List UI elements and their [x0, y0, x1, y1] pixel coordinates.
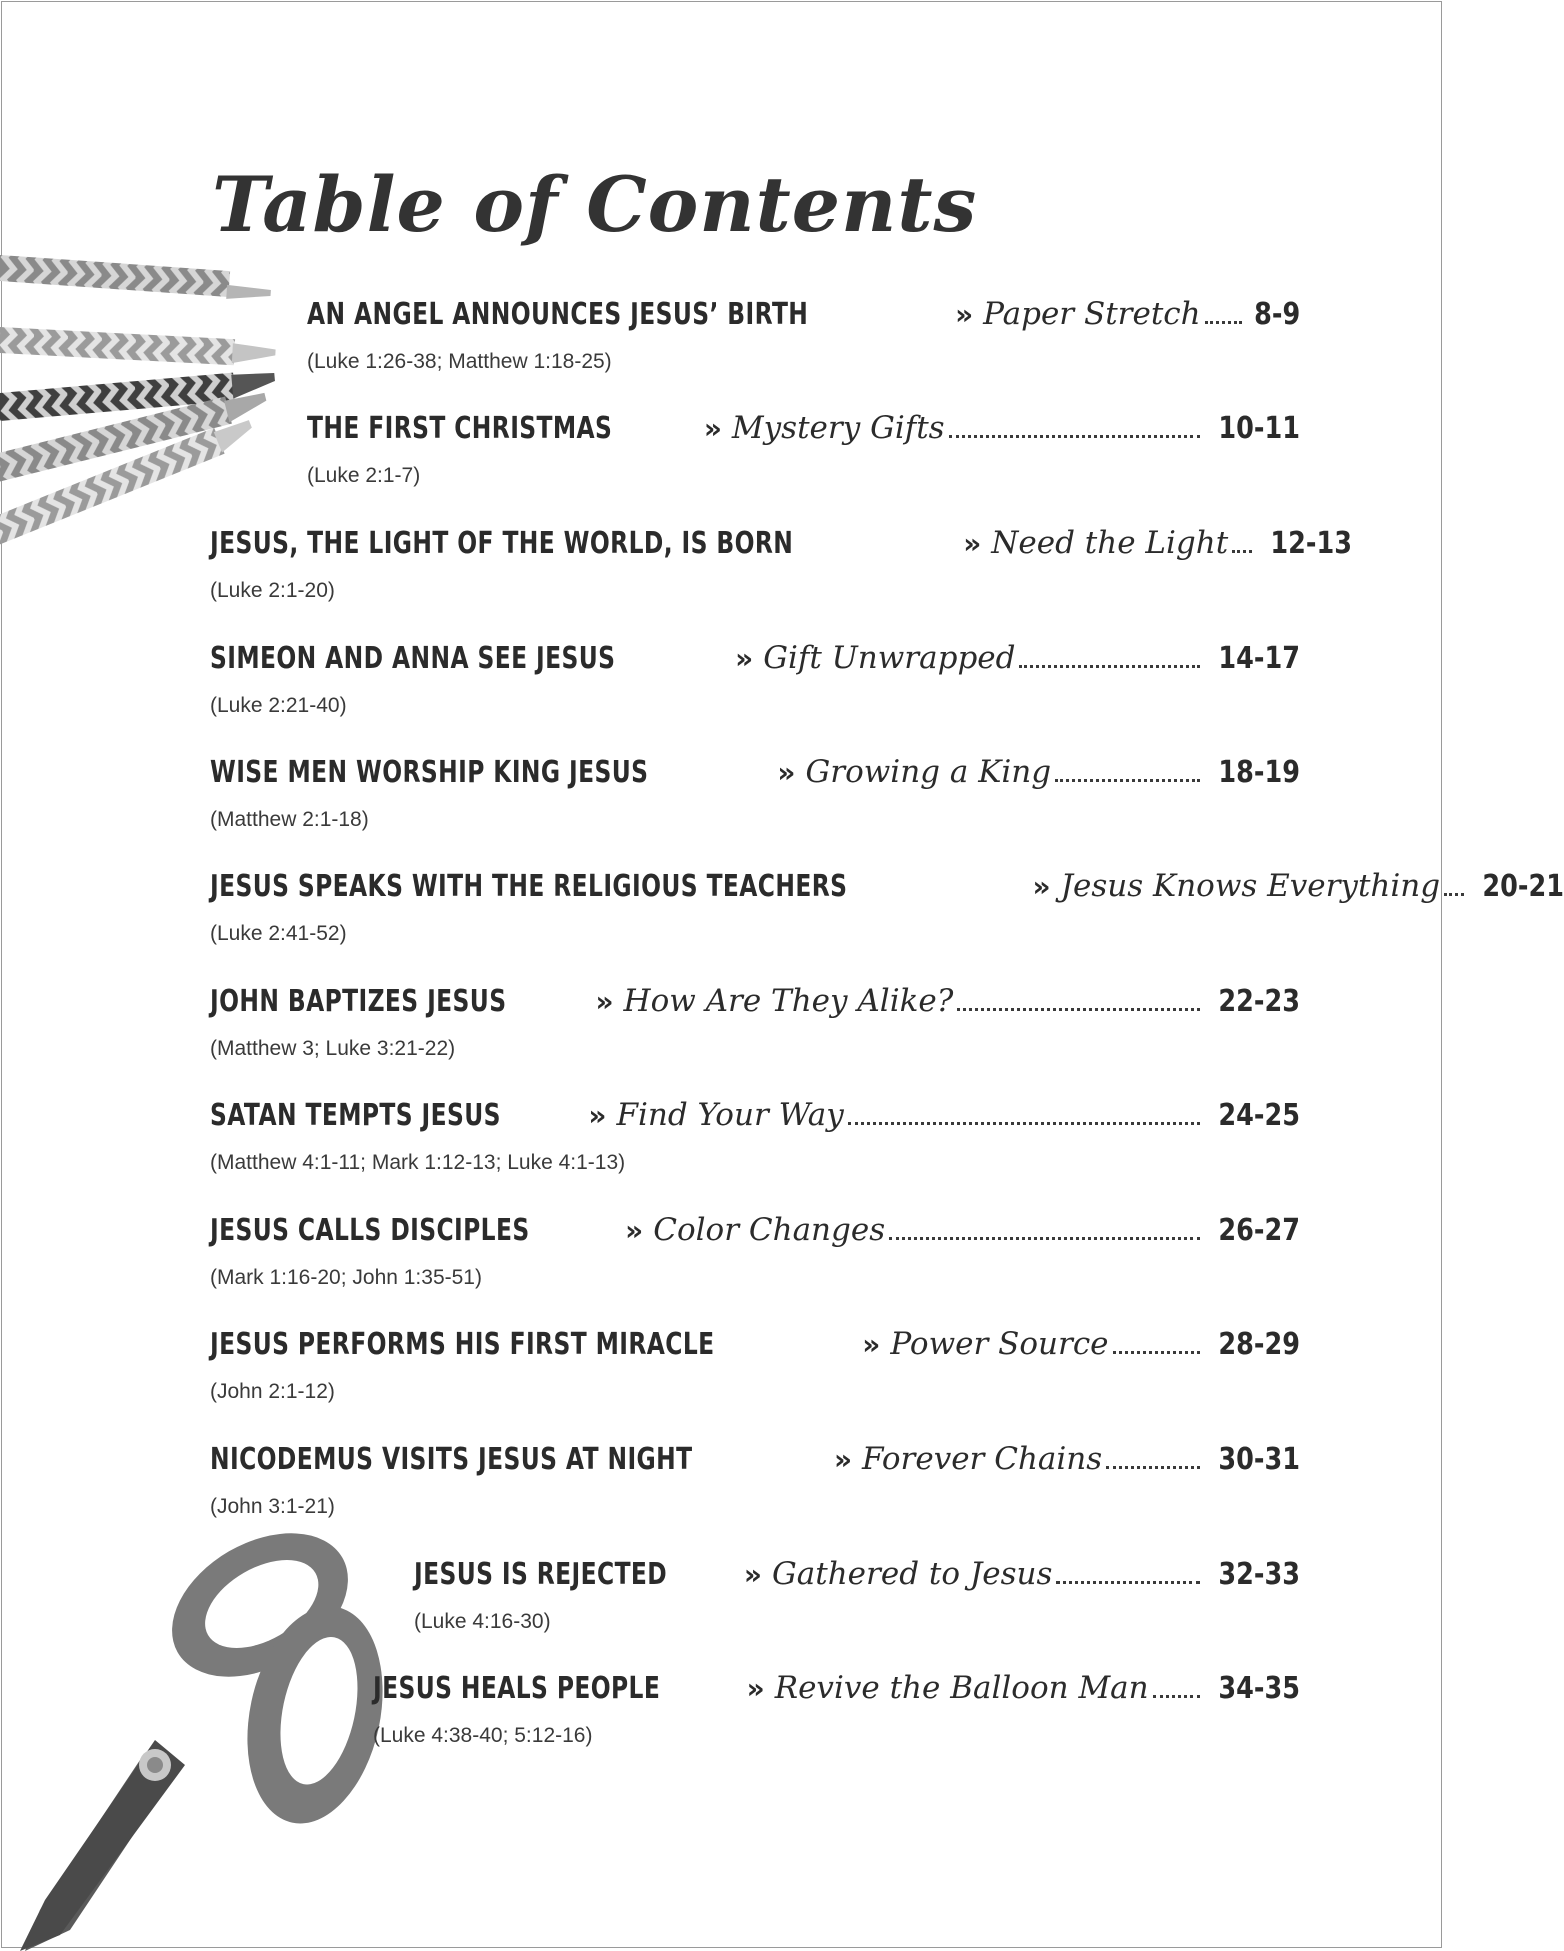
activity-name: Gift Unwrapped	[763, 640, 1016, 676]
dot-leader	[1205, 321, 1242, 324]
toc-entry-11[interactable]	[210, 1441, 1300, 1521]
dot-leader	[1106, 1466, 1200, 1469]
activity-name: Gathered to Jesus	[772, 1556, 1053, 1592]
entry-line	[373, 1670, 1300, 1722]
entry-line	[210, 525, 1353, 577]
page-numbers: 24-25	[1218, 1098, 1300, 1133]
entry-title: WISE MEN WORSHIP KING JESUS	[210, 755, 649, 790]
dot-leader	[889, 1237, 1200, 1240]
toc-entry-12[interactable]	[414, 1556, 1300, 1636]
activity-name: Mystery Gifts	[731, 410, 945, 446]
entry-title: NICODEMUS VISITS JESUS AT NIGHT	[210, 1442, 693, 1477]
entry-line	[210, 868, 1564, 920]
scripture-reference: (Luke 2:1-7)	[307, 464, 421, 487]
page-title: Table of Contents	[212, 160, 978, 249]
scripture-reference: (Luke 2:1-20)	[210, 579, 335, 602]
page-numbers: 10-11	[1218, 411, 1300, 446]
page-numbers: 30-31	[1218, 1442, 1300, 1477]
toc-entry-6[interactable]	[210, 868, 1564, 948]
page-numbers: 26-27	[1218, 1213, 1300, 1248]
scripture-reference: (Luke 4:16-30)	[414, 1610, 551, 1633]
activity-name: Jesus Knows Everything	[1060, 868, 1441, 904]
dot-leader	[1056, 1581, 1200, 1584]
toc-entry-2[interactable]	[307, 410, 1300, 490]
page-numbers: 12-13	[1270, 526, 1353, 561]
scripture-reference: (John 3:1-21)	[210, 1495, 335, 1518]
scripture-reference: (Mark 1:16-20; John 1:35-51)	[210, 1266, 482, 1289]
entry-line	[414, 1556, 1300, 1608]
scripture-reference: (John 2:1-12)	[210, 1380, 335, 1403]
scripture-reference: (Matthew 2:1-18)	[210, 808, 369, 831]
activity-name: Revive the Balloon Man	[774, 1670, 1149, 1706]
toc-entry-10[interactable]	[210, 1326, 1300, 1406]
separator-icon: »	[1032, 870, 1051, 903]
entry-line	[210, 640, 1300, 692]
dot-leader	[1232, 550, 1252, 553]
page-numbers: 20-21	[1482, 869, 1564, 904]
separator-icon: »	[833, 1443, 853, 1476]
dot-leader	[1444, 893, 1464, 896]
entry-title: THE FIRST CHRISTMAS	[307, 411, 613, 446]
activity-name: Growing a King	[805, 754, 1052, 790]
separator-icon: »	[777, 756, 796, 789]
separator-icon: »	[703, 412, 722, 445]
entry-title: JESUS HEALS PEOPLE	[373, 1671, 661, 1706]
separator-icon: »	[862, 1328, 881, 1361]
entry-title: JESUS SPEAKS WITH THE RELIGIOUS TEACHERS	[210, 869, 848, 904]
separator-icon: »	[735, 642, 754, 675]
entry-title: SIMEON AND ANNA SEE JESUS	[210, 641, 616, 676]
activity-name: How Are They Alike?	[623, 983, 954, 1019]
scripture-reference: (Luke 2:21-40)	[210, 694, 347, 717]
separator-icon: »	[746, 1672, 765, 1705]
entry-line	[210, 1212, 1300, 1264]
page-numbers: 28-29	[1218, 1327, 1300, 1362]
toc-entry-7[interactable]	[210, 983, 1300, 1063]
entry-line	[307, 410, 1300, 462]
entry-title: JESUS IS REJECTED	[414, 1557, 668, 1592]
activity-name: Forever Chains	[862, 1441, 1103, 1477]
activity-name: Paper Stretch	[983, 296, 1201, 332]
entry-line	[210, 983, 1300, 1035]
toc-entry-9[interactable]	[210, 1212, 1300, 1292]
straw-2	[0, 326, 276, 365]
separator-icon: »	[743, 1558, 763, 1591]
scissors-illustration	[0, 1530, 400, 1951]
scripture-reference: (Luke 1:26-38; Matthew 1:18-25)	[307, 350, 612, 373]
activity-name: Color Changes	[653, 1212, 886, 1248]
page-numbers: 34-35	[1218, 1671, 1300, 1706]
separator-icon: »	[963, 527, 982, 560]
page-numbers: 8-9	[1253, 297, 1300, 332]
entry-title: JESUS, THE LIGHT OF THE WORLD, IS BORN	[210, 526, 794, 561]
toc-entry-5[interactable]	[210, 754, 1300, 834]
toc-entry-3[interactable]	[210, 525, 1353, 605]
dot-leader	[957, 1008, 1200, 1011]
entry-title: JESUS CALLS DISCIPLES	[210, 1213, 530, 1248]
separator-icon: »	[625, 1214, 644, 1247]
straw-1	[0, 254, 271, 302]
dot-leader	[1153, 1695, 1200, 1698]
scripture-reference: (Matthew 4:1-11; Mark 1:12-13; Luke 4:1-13)	[210, 1151, 626, 1174]
entry-line	[210, 1097, 1300, 1149]
activity-name: Find Your Way	[616, 1097, 844, 1133]
page-numbers: 18-19	[1218, 755, 1300, 790]
page-numbers: 22-23	[1218, 984, 1300, 1019]
separator-icon: »	[588, 1099, 607, 1132]
entry-line	[210, 1441, 1300, 1493]
separator-icon: »	[955, 298, 974, 331]
dot-leader	[949, 435, 1200, 438]
activity-name: Power Source	[890, 1326, 1109, 1362]
entry-line	[210, 754, 1300, 806]
dot-leader	[848, 1122, 1200, 1125]
entry-line	[210, 1326, 1300, 1378]
scripture-reference: (Luke 2:41-52)	[210, 922, 347, 945]
dot-leader	[1113, 1351, 1201, 1354]
entry-line	[307, 296, 1300, 348]
entry-title: JESUS PERFORMS HIS FIRST MIRACLE	[210, 1327, 715, 1362]
entry-title: JOHN BAPTIZES JESUS	[210, 984, 507, 1019]
page-numbers: 32-33	[1218, 1557, 1300, 1592]
dot-leader	[1019, 665, 1200, 668]
toc-entry-4[interactable]	[210, 640, 1300, 720]
scissors-blades	[20, 1740, 185, 1951]
toc-entry-8[interactable]	[210, 1097, 1300, 1177]
scripture-reference: (Luke 4:38-40; 5:12-16)	[373, 1724, 593, 1747]
separator-icon: »	[595, 985, 614, 1018]
entry-title: AN ANGEL ANNOUNCES JESUS’ BIRTH	[307, 297, 809, 332]
toc-entry-1[interactable]	[307, 296, 1300, 376]
page-numbers: 14-17	[1218, 641, 1300, 676]
toc-entry-13[interactable]	[373, 1670, 1300, 1750]
scripture-reference: (Matthew 3; Luke 3:21-22)	[210, 1037, 456, 1060]
activity-name: Need the Light	[991, 525, 1229, 561]
dot-leader	[1055, 779, 1200, 782]
entry-title: SATAN TEMPTS JESUS	[210, 1098, 501, 1133]
